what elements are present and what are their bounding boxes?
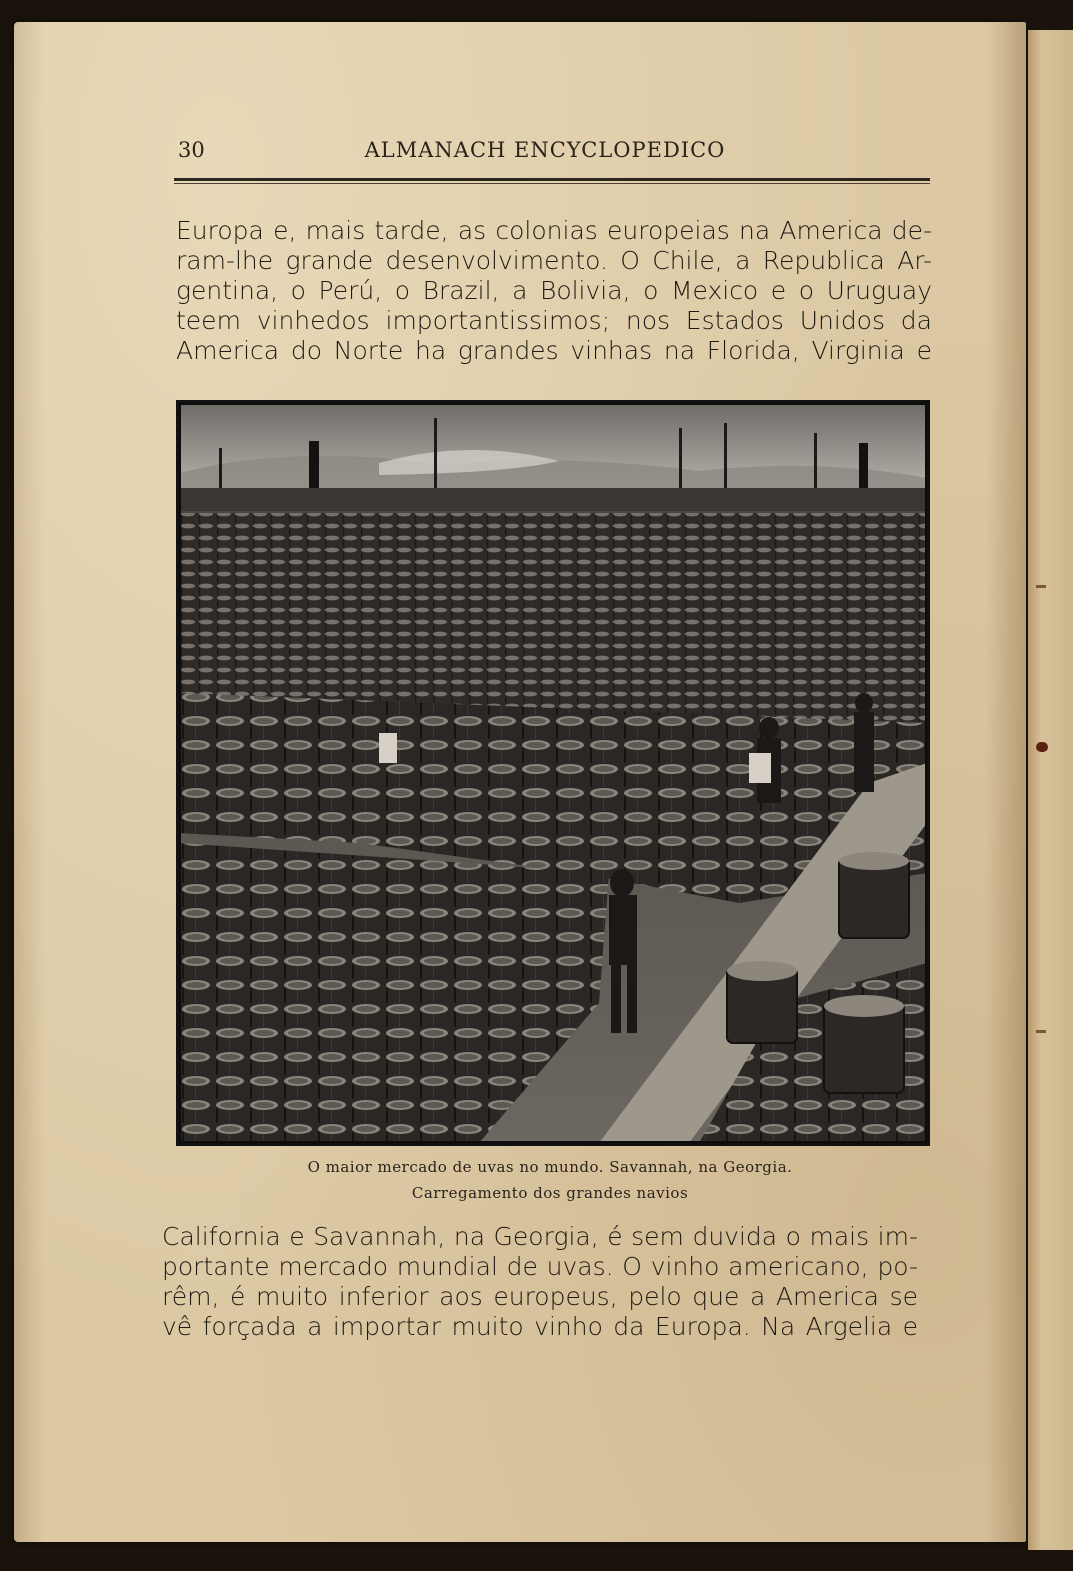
figure-caption-line1: O maior mercado de uvas no mundo. Savannah, na Georgia.	[307, 1158, 793, 1176]
text-line: Europa e, mais tarde, as colonias europeias na America de-	[176, 216, 932, 245]
text-line: vê forçada a importar muito vinho da Europa. Na Argelia e	[162, 1312, 918, 1341]
text-line: California e Savannah, na Georgia, é sem duvida o mais im-	[162, 1222, 918, 1251]
header-rule	[174, 178, 930, 181]
page-number: 30	[178, 138, 205, 162]
paragraph-bottom	[162, 1222, 918, 1342]
text-line: portante mercado mundial de uvas. O vinho americano, po-	[162, 1252, 918, 1281]
paragraph-top	[176, 216, 932, 366]
text-line: America do Norte ha grandes vinhas na Florida, Virginia e	[176, 336, 932, 365]
text-line: gentina, o Perú, o Brazil, a Bolivia, o Mexico e o Uruguay	[176, 276, 932, 305]
barrel-market-photograph	[176, 400, 930, 1146]
text-line: teem vinhedos importantissimos; nos Estados Unidos da	[176, 306, 932, 335]
figure-caption-line2: Carregamento dos grandes navios	[411, 1184, 689, 1202]
text-line: ram-lhe grande desenvolvimento. O Chile, a Republica Ar-	[176, 246, 932, 275]
photo-illustration	[179, 403, 927, 1143]
adjacent-page-edge	[1028, 30, 1073, 1550]
running-title: ALMANACH ENCYCLOPEDICO	[364, 138, 726, 162]
page-header	[160, 134, 930, 170]
text-line: rêm, é muito inferior aos europeus, pelo que a America se	[162, 1282, 918, 1311]
header-rule-thin	[174, 183, 930, 184]
